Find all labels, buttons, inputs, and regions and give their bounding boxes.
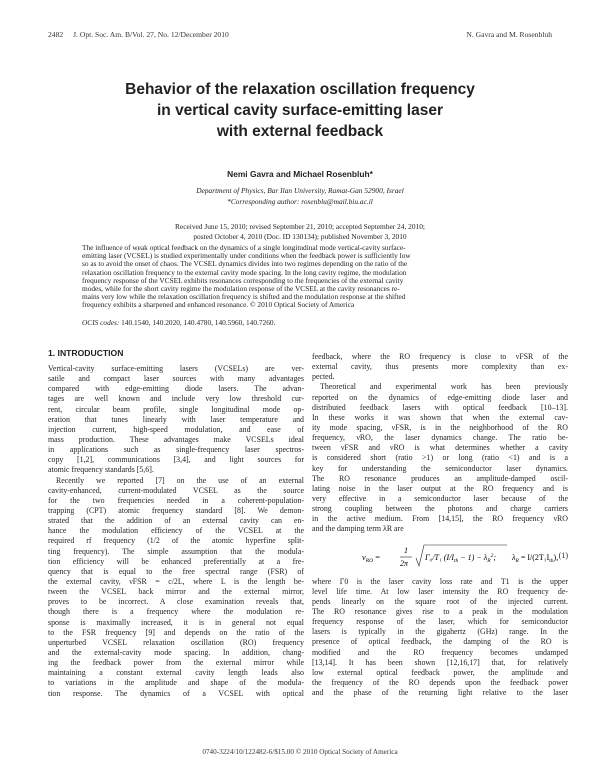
abstract-line: emitting laser (VCSEL) is studied experimentally under conditions when the feedback power is sufficiently low <box>82 252 411 261</box>
dates-line: Received June 15, 2010; revised September 21, 2010; accepted September 24, 2010; <box>175 222 425 231</box>
text-line: and the external-cavity mode spacing. In addition, chang- <box>48 647 304 657</box>
text-line: to variations in the amplitude and shape of the modula- <box>48 678 304 688</box>
text-line: in the active medium. From [14,15], the RO frequency νRO <box>312 514 568 524</box>
text-line: modified and the RO frequency becomes undamped <box>312 647 568 657</box>
text-line: satile and compact laser sources with many advantages <box>48 374 304 384</box>
text-line: hance the modulation efficiency of the VCSEL at the <box>48 526 304 536</box>
text-line: to the FSR frequency [9] and depends on the ratio of the <box>48 627 304 637</box>
text-line: distributed feedback lasers with optical feedback [10–13]. <box>312 402 568 412</box>
text-line: tages are well known and include very low threshold cur- <box>48 394 304 404</box>
text-line: unperturbed VCSEL relaxation oscillation (RO) frequency <box>48 637 304 647</box>
text-line: [13,14]. It has been shown [12,16,17] that, for relatively <box>312 657 568 667</box>
text-line: atomic frequency standards [5,6]. <box>48 465 154 475</box>
text-line: proves to be incorrect. A close examination reveals that, <box>48 597 304 607</box>
abstract-line: frequency response of the VCSEL exhibits resonances corresponding to the frequencies of the external cavity <box>82 276 404 285</box>
corresponding-author: *Corresponding author: rosenblu@mail.biu.ac.il <box>227 196 373 206</box>
affiliation <box>0 186 600 207</box>
text-line: very effective in a semiconductor laser because of the <box>312 493 568 503</box>
running-authors: N. Gavra and M. Rosenbluh <box>466 30 552 39</box>
text-line: low external optical feedback power, the amplitude and <box>312 667 568 677</box>
text-line: pends linearly on the square root of the injected current. <box>312 596 568 606</box>
right-column-body-bottom <box>312 577 568 699</box>
text-line: The RO resonance produces an amplitude-damped oscil- <box>312 473 568 483</box>
text-line: ting frequency). The simple assumption that the modula- <box>48 546 304 556</box>
text-line: feedback, where the RO frequency is close to νFSR of the <box>312 352 568 361</box>
ocis-codes <box>82 318 275 327</box>
text-line: compared with edge-emitting diode lasers. The advan- <box>48 384 304 394</box>
text-line: sponse is maximally increased, it is in general not equal <box>48 617 304 627</box>
text-line: and the phase of the returning light relative to the laser <box>312 688 568 698</box>
text-line: ity mode spacing, νFSR, is in the neighborhood of the RO <box>312 422 568 432</box>
text-line: presence of optical feedback, the damping of the RO is <box>312 637 568 647</box>
eq-radicand: Γ₀/T₁ $(I/I_{th} - 1) - \lambda_R^2$; <box>425 552 497 564</box>
abstract-line: The influence of weak optical feedback on the dynamics of a single longitudinal mode vertical-cavity surface- <box>82 244 406 252</box>
text-line: pected. <box>312 372 335 382</box>
text-line: Theoretical and experimental work has been previously <box>320 382 568 392</box>
text-line: copy [1,2], communications [3,4], and light sources for <box>48 455 304 465</box>
equation-graphic <box>312 539 568 573</box>
abstract-line: mains very low while the relaxation oscillation frequency is shifted and the modulation response at the shifted <box>82 293 406 302</box>
abstract-line: so as to avoid the onset of chaos. The VCSEL dynamics divides into two regimes depending on the ratio of the <box>82 260 408 269</box>
text-line: lating noise in the laser output at the RO frequency and is <box>312 483 568 493</box>
text-line: Recently we reported [7] on the use of an external <box>56 475 304 485</box>
text-line: for the two frequencies needed in a coherent-population- <box>48 495 304 505</box>
text-line: tion response. The dynamics of a VCSEL with optical <box>48 688 304 698</box>
author-list: Nemi Gavra and Michael Rosenbluh* <box>227 169 373 179</box>
text-line: the external cavity, νFSR = c/2L, where L is the length be- <box>48 576 304 586</box>
journal-citation: J. Opt. Soc. Am. B/Vol. 27, No. 12/December 2010 <box>73 30 229 39</box>
text-line: cavity-enhanced, current-modulated VCSEL as the source <box>48 485 304 495</box>
text-line: is considered short (ratio >1) or long (ratio <1) and is a <box>312 453 568 463</box>
abstract-line: relaxation oscillation frequency to the external cavity mode spacing. In the long cavity regime, the modulation <box>82 268 407 277</box>
text-line: maintaining a constant external cavity length leads also <box>48 668 304 678</box>
text-line: the frequency of the RO depends upon the feedback power <box>312 677 568 687</box>
text-line: frequency, νRO, the laser dynamics change. The ratio be- <box>312 433 568 443</box>
page-footer: 0740-3224/10/122482-6/$15.00 © 2010 Optical Society of America <box>202 748 398 756</box>
text-line: and the damping term λR are <box>312 524 404 534</box>
eq-rhs: $\lambda_R = I/(2T_1I_{th})$, <box>512 552 559 564</box>
text-line: reported on the dynamics of edge-emitting diode laser and <box>312 392 568 402</box>
text-line: required rf frequency (1/2 of the atomic hyperfine split- <box>48 536 304 546</box>
eq-frac-num: 1 <box>404 545 408 555</box>
running-header <box>48 30 552 42</box>
text-line: mass production. These advantages make VCSELs ideal <box>48 434 304 444</box>
text-line: Vertical-cavity surface-emitting lasers (VCSELs) are ver- <box>48 364 304 373</box>
text-line: eration that tunes linearly with laser temperature and <box>48 414 304 424</box>
eq-lhs-symbol: $\nu_{RO}$ = <box>362 551 381 564</box>
equation-number: (1) <box>558 550 568 560</box>
right-column <box>312 352 568 698</box>
publication-dates <box>0 222 600 243</box>
text-line: injection current, high-speed modulation, and ease of <box>48 424 304 434</box>
text-line: lasers is typically in the gigahertz (GHz) range. In the <box>312 627 568 637</box>
text-line: frequency response of the laser, which for semiconductor <box>312 617 568 627</box>
ocis-label: OCIS codes: <box>82 318 120 327</box>
left-column-body <box>48 364 304 699</box>
dates-line: posted October 4, 2010 (Doc. ID 130134); published November 3, 2010 <box>193 232 407 242</box>
text-line: key for understanding the semiconductor laser dynamics. <box>312 463 568 473</box>
abstract-line: frequency exhibits a sharpened and enhanced resonance. © 2010 Optical Society of America <box>82 301 355 310</box>
text-line: tween the VCSEL back mirror and the external mirror, <box>48 587 304 597</box>
title-line: in vertical cavity surface-emitting laser <box>156 102 444 119</box>
text-line: quency that is equal to the free spectral range (FSR) of <box>48 566 304 576</box>
ocis-code-list: 140.1540, 140.2020, 140.4780, 140.5960, 140.7260. <box>119 318 276 327</box>
affiliation-department: Department of Physics, Bar Ilan University, Ramat-Gan 52900, Israel <box>196 186 404 195</box>
title-line: with external feedback <box>216 123 384 140</box>
text-line: level life time. At low laser intensity the RO frequency de- <box>312 586 568 596</box>
right-column-body-top <box>312 352 568 535</box>
text-line: strong coupling between the photons and charge carriers <box>312 504 568 514</box>
text-line: strated that the addition of an external cavity can en- <box>48 516 304 526</box>
article-title <box>60 79 540 142</box>
text-line: where Γ0 is the laser cavity loss rate and T1 is the upper <box>312 576 568 586</box>
text-line: In these works it was shown that when the external cav- <box>312 412 568 422</box>
equation-1 <box>312 539 568 573</box>
section-heading: 1. INTRODUCTION <box>48 348 124 358</box>
text-line: ing the feedback power from the external mirror while <box>48 658 304 668</box>
text-line: The RO resonance gives rise to a peak in the modulation <box>312 606 568 616</box>
eq-frac-den: 2π <box>400 558 409 568</box>
page-number: 2482 <box>48 30 64 39</box>
title-line: Behavior of the relaxation oscillation frequency <box>125 81 475 98</box>
text-line: tween νFSR and νRO is what determines whether a cavity <box>312 443 568 453</box>
text-line: external cavity, thus presents more complexity than ex- <box>312 362 568 372</box>
left-column <box>48 348 304 699</box>
text-line: rent, circular beam profile, single longitudinal mode op- <box>48 404 304 414</box>
text-line: though there is a frequency where the modulation re- <box>48 607 304 617</box>
text-line: trapping (CPT) atomic frequency standard [8]. We demon- <box>48 505 304 515</box>
abstract <box>82 244 521 310</box>
text-line: tion efficiency will be enhanced preferentially at a fre- <box>48 556 304 566</box>
text-line: in applications such as single-frequency laser spectros- <box>48 445 304 455</box>
abstract-line: modes, while for the short cavity regime the modulation response of the VCSEL at the cavity resonances re- <box>82 285 400 294</box>
